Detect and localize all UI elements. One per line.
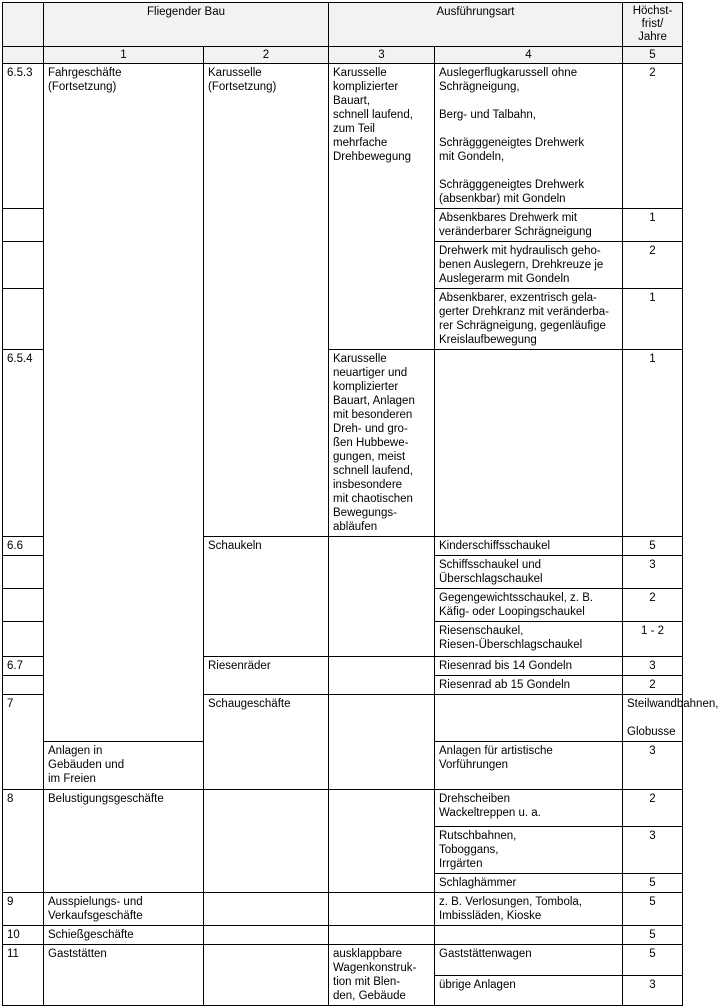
subcategory-cell: Schaukeln (204, 537, 329, 657)
design-cell: z. B. Verlosungen, Tombola, Imbissläden, Kioske (435, 893, 623, 926)
table-row (3, 893, 683, 926)
design-cell: übrige Anlagen (435, 976, 623, 1006)
construction-type-cell-empty (329, 893, 435, 926)
interval-value: 2 (623, 676, 683, 695)
row-number: 6.6 (3, 537, 44, 556)
interval-value: 2 (623, 589, 683, 622)
table-row (3, 945, 683, 976)
design-cell: Gaststättenwagen (435, 945, 623, 976)
construction-type-cell-empty (329, 657, 435, 695)
construction-type-cell-empty (329, 537, 435, 657)
design-cell: Kinderschiffsschaukel (435, 537, 623, 556)
construction-type-cell-empty (435, 695, 623, 742)
construction-type-cell-empty (329, 926, 435, 945)
inspection-interval-table (2, 2, 718, 1006)
row-number-empty (3, 289, 44, 350)
header-ausfuehrungsart: Ausführungsart (329, 3, 623, 47)
design-cell: Drehscheiben Wackeltreppen u. a. (435, 790, 623, 827)
header-hoechstfrist: Höchst- frist/ Jahre (623, 3, 683, 47)
header-fliegender-bau: Fliegender Bau (44, 3, 329, 47)
column-number: 2 (204, 47, 329, 64)
design-cell: Absenkbares Drehwerk mit veränderbarer Schrägneigung (435, 209, 623, 242)
column-number: 1 (44, 47, 204, 64)
design-cell: Riesenrad ab 15 Gondeln (435, 676, 623, 695)
row-number: 11 (3, 945, 44, 1006)
interval-value: 2 (623, 790, 683, 827)
design-cell: Schlaghämmer (435, 874, 623, 893)
table-row (3, 790, 683, 827)
design-cell: Riesenrad bis 14 Gondeln (435, 657, 623, 676)
column-number: 4 (435, 47, 623, 64)
interval-value: 3 (623, 827, 683, 874)
interval-value: 3 (623, 657, 683, 676)
subcategory-cell-empty (204, 790, 329, 893)
row-number-empty (3, 676, 44, 695)
row-number: 9 (3, 893, 44, 926)
category-cell: Fahrgeschäfte (Fortsetzung) (44, 64, 204, 742)
subcategory-cell: Riesenräder (204, 657, 329, 695)
category-cell: Schaugeschäfte (204, 695, 329, 790)
design-cell-empty (435, 926, 623, 945)
subcategory-cell-empty (204, 926, 329, 945)
interval-value: 1 (623, 350, 683, 537)
subcategory-cell-empty (329, 695, 435, 790)
construction-type-cell-empty (329, 790, 435, 893)
construction-type-cell: Anlagen in Gebäuden und im Freien (44, 742, 204, 790)
design-cell: Schiffsschaukel und Überschlagschaukel (435, 556, 623, 589)
column-number-blank (3, 47, 44, 64)
column-number: 5 (623, 47, 683, 64)
interval-value: 5 (623, 893, 683, 926)
header-row (3, 3, 683, 47)
row-number: 6.5.4 (3, 350, 44, 537)
category-cell: Belustigungsgeschäfte (44, 790, 204, 893)
document-page (2, 2, 718, 1006)
header-blank-cell (3, 3, 44, 47)
design-cell: Gegengewichtsschaukel, z. B. Käfig- oder Loopingschaukel (435, 589, 623, 622)
table-row (3, 926, 683, 945)
category-cell: Gaststätten (44, 945, 204, 1006)
row-number: 6.5.3 (3, 64, 44, 209)
interval-value: 5 (623, 874, 683, 893)
design-cell: Anlagen für artistische Vorführungen (435, 742, 623, 790)
design-cell: Steilwandbahnen, Globusse (623, 695, 683, 742)
row-number-empty (3, 242, 44, 289)
design-cell: Auslegerflugkarussell ohne Schrägneigung, Berg- und Talbahn, Schrägggeneigtes Drehwerk mit Gondeln, Schrägggeneigtes Drehwerk (absenkbar) mit Gondeln (435, 64, 623, 209)
interval-value: 5 (623, 537, 683, 556)
row-number-empty (3, 622, 44, 657)
table-row (3, 64, 683, 209)
row-number-empty (3, 556, 44, 589)
row-number-empty (3, 209, 44, 242)
interval-value: 3 (623, 742, 683, 790)
subcategory-cell: Karusselle (Fortsetzung) (204, 64, 329, 537)
interval-value: 3 (623, 556, 683, 589)
row-number: 10 (3, 926, 44, 945)
interval-value: 1 - 2 (623, 622, 683, 657)
design-cell: Riesenschaukel, Riesen-Überschlagschaukel (435, 622, 623, 657)
interval-value: 1 (623, 289, 683, 350)
row-number: 6.7 (3, 657, 44, 676)
design-cell: Drehwerk mit hydraulisch geho- benen Auslegern, Drehkreuze je Auslegerarm mit Gondeln (435, 242, 623, 289)
row-number: 8 (3, 790, 44, 893)
subcategory-cell-empty (204, 945, 329, 1006)
column-number: 3 (329, 47, 435, 64)
category-cell: Ausspielungs- und Verkaufsgeschäfte (44, 893, 204, 926)
interval-value: 3 (623, 976, 683, 1006)
interval-value: 5 (623, 945, 683, 976)
column-number-row (3, 47, 683, 64)
subcategory-cell-empty (204, 893, 329, 926)
category-cell: Schießgeschäfte (44, 926, 204, 945)
construction-type-cell: ausklappbare Wagenkonstruk- tion mit Blen- den, Gebäude (329, 945, 435, 1006)
design-cell: Rutschbahnen, Toboggans, Irrgärten (435, 827, 623, 874)
interval-value: 1 (623, 209, 683, 242)
row-number: 7 (3, 695, 44, 790)
construction-type-cell: Karusselle neuartiger und komplizierter Bauart, Anlagen mit besonderen Dreh- und gro- ßen Hubbewe- gungen, meist schnell laufend, insbesondere mit chaotischen Bewegungs- abläufen (329, 350, 435, 537)
construction-type-cell: Karusselle komplizierter Bauart, schnell laufend, zum Teil mehrfache Drehbewegung (329, 64, 435, 350)
interval-value: 2 (623, 242, 683, 289)
interval-value: 2 (623, 64, 683, 209)
interval-value: 5 (623, 926, 683, 945)
row-number-empty (3, 589, 44, 622)
design-cell-empty (435, 350, 623, 537)
design-cell: Absenkbarer, exzentrisch gela- gerter Drehkranz mit veränderba- rer Schrägneigung, gegenläufige Kreislaufbewegung (435, 289, 623, 350)
